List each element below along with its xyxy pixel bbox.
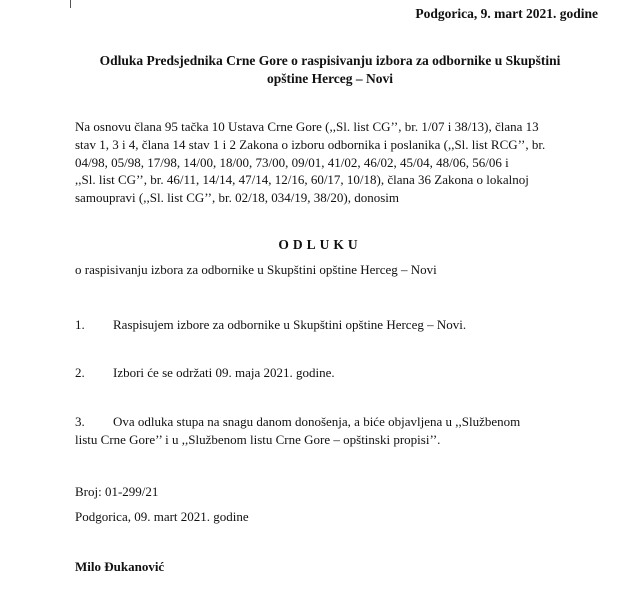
decision-item-1 — [75, 316, 595, 334]
decision-item-3 — [75, 413, 595, 449]
item-text-line-1: Ova odluka stupa na snagu danom donošenja, a biće objavljena u ,,Službenom — [113, 414, 521, 429]
preamble-paragraph — [75, 118, 595, 207]
decision-subtitle: o raspisivanju izbora za odbornike u Skupštini opštine Herceg – Novi — [75, 262, 437, 277]
title-line-2: opštine Herceg – Novi — [266, 71, 394, 86]
document-number: Broj: 01-299/21 — [75, 484, 159, 499]
item-text: Raspisujem izbore za odbornike u Skupštini opštine Herceg – Novi. — [113, 317, 467, 332]
signatory-name: Milo Đukanović — [75, 559, 165, 574]
item-text-line-2: listu Crne Gore’’ i u ,,Službenom listu Crne Gore – opštinski propisi’’. — [75, 432, 441, 447]
document-title — [60, 52, 600, 88]
preamble-line: samoupravi (,,Sl. list CG’’, br. 02/18, 034/19, 38/20), donosim — [75, 190, 400, 206]
preamble-line: 04/98, 05/98, 17/98, 14/00, 18/00, 73/00, 09/01, 41/02, 46/02, 45/04, 48/06, 56/06 i — [75, 154, 509, 170]
preamble-line: ,,Sl. list CG’’, br. 46/11, 14/14, 47/14, 12/16, 60/17, 10/18), člana 36 Zakona o lokalnoj — [75, 172, 529, 188]
title-line-1: Odluka Predsjednika Crne Gore o raspisivanju izbora za odbornike u Skupštini — [99, 53, 561, 68]
header-date: Podgorica, 9. mart 2021. godine — [415, 6, 598, 21]
preamble-line: Na osnovu člana 95 tačka 10 Ustava Crne Gore (,,Sl. list CG’’, br. 1/07 i 38/13), člana 13 — [75, 119, 539, 134]
item-number: 3. — [75, 414, 85, 429]
item-number: 1. — [75, 317, 85, 332]
item-text: Izbori će se održati 09. maja 2021. godine. — [113, 365, 335, 380]
preamble-line: stav 1, 3 i 4, člana 14 stav 1 i 2 Zakona o izboru odbornika i poslanika (,,Sl. list RCG’’, br. — [75, 136, 546, 152]
place-and-date: Podgorica, 09. mart 2021. godine — [75, 509, 249, 524]
top-divider — [70, 0, 71, 8]
decision-item-2 — [75, 364, 595, 382]
decision-heading: ODLUKU — [278, 237, 362, 252]
item-number: 2. — [75, 365, 85, 380]
